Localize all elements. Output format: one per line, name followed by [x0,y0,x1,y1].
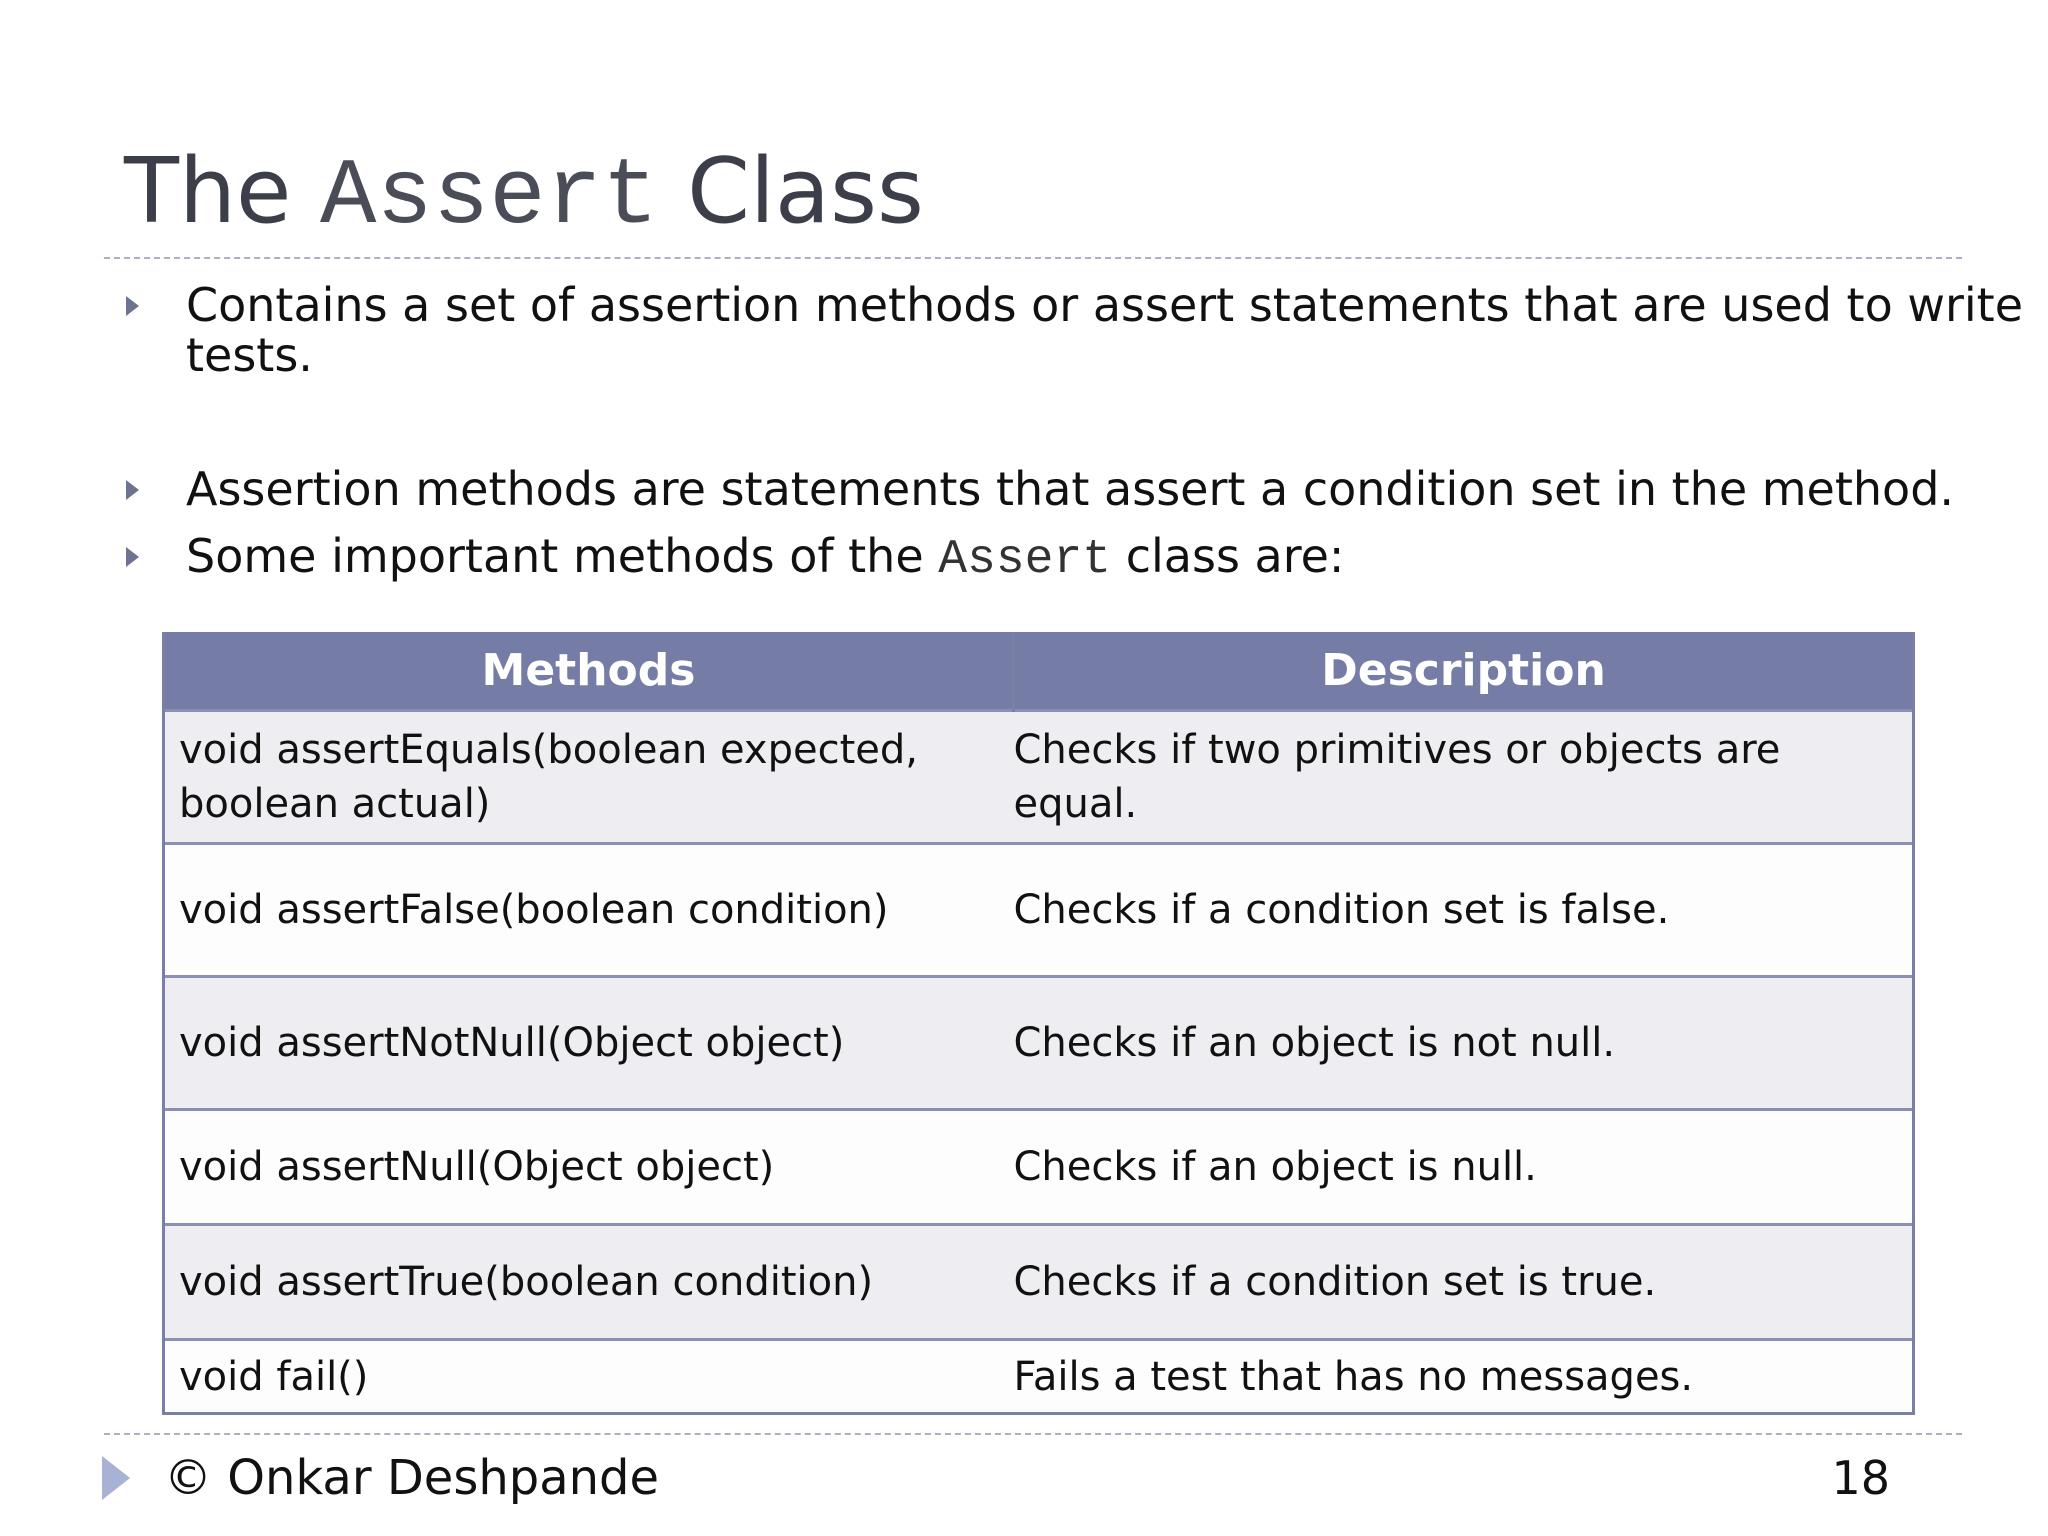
column-header-description: Description [1014,632,1914,711]
title-code: Assert [320,145,659,251]
slide-title [124,132,924,258]
table-row [164,977,1914,1110]
triangle-right-icon [126,547,139,567]
title-divider [104,257,1962,259]
method-cell: void assertFalse(boolean condition) [164,844,1014,977]
title-pre: The [124,139,292,244]
table-row [164,711,1914,844]
description-cell: Checks if a condition set is true. [1014,1225,1914,1340]
method-cell: void assertNull(Object object) [164,1110,1014,1225]
description-cell: Checks if an object is not null. [1014,977,1914,1110]
bullet-text: Assertion methods are statements that assert a condition set in the method. [186,462,1955,516]
bullet-text-post: class are: [1125,529,1345,583]
page-number: 18 [1831,1451,1890,1505]
triangle-right-icon [126,480,139,500]
method-cell: void assertNotNull(Object object) [164,977,1014,1110]
bullet-item [126,529,1966,587]
table-row [164,1340,1914,1414]
description-cell: Checks if an object is null. [1014,1110,1914,1225]
title-post: Class [687,139,924,244]
bullet-text: Contains a set of assertion methods or assert statements that are used to write tests. [186,278,2023,382]
bullet-text [186,531,2046,585]
bullet-item [126,278,2023,382]
method-cell: void assertEquals(boolean expected, boolean actual) [164,711,1014,844]
description-cell: Fails a test that has no messages. [1014,1340,1914,1414]
assert-methods-table [162,632,1915,1415]
method-cell: void assertTrue(boolean condition) [164,1225,1014,1340]
table-row [164,1225,1914,1340]
footer-author: © Onkar Deshpande [164,1450,660,1506]
triangle-right-icon [126,296,139,316]
method-cell: void fail() [164,1340,1014,1414]
footer-divider [104,1433,1962,1435]
table-header-row [164,632,1914,711]
bullet-text-pre: Some important methods of the [186,529,924,583]
bullet-item [126,464,1966,514]
column-header-methods: Methods [164,632,1014,711]
table-row [164,1110,1914,1225]
description-cell: Checks if a condition set is false. [1014,844,1914,977]
bullet-text-code: Assert [938,533,1112,587]
triangle-right-icon [102,1456,130,1500]
table-row [164,844,1914,977]
description-cell: Checks if two primitives or objects are equal. [1014,711,1914,844]
